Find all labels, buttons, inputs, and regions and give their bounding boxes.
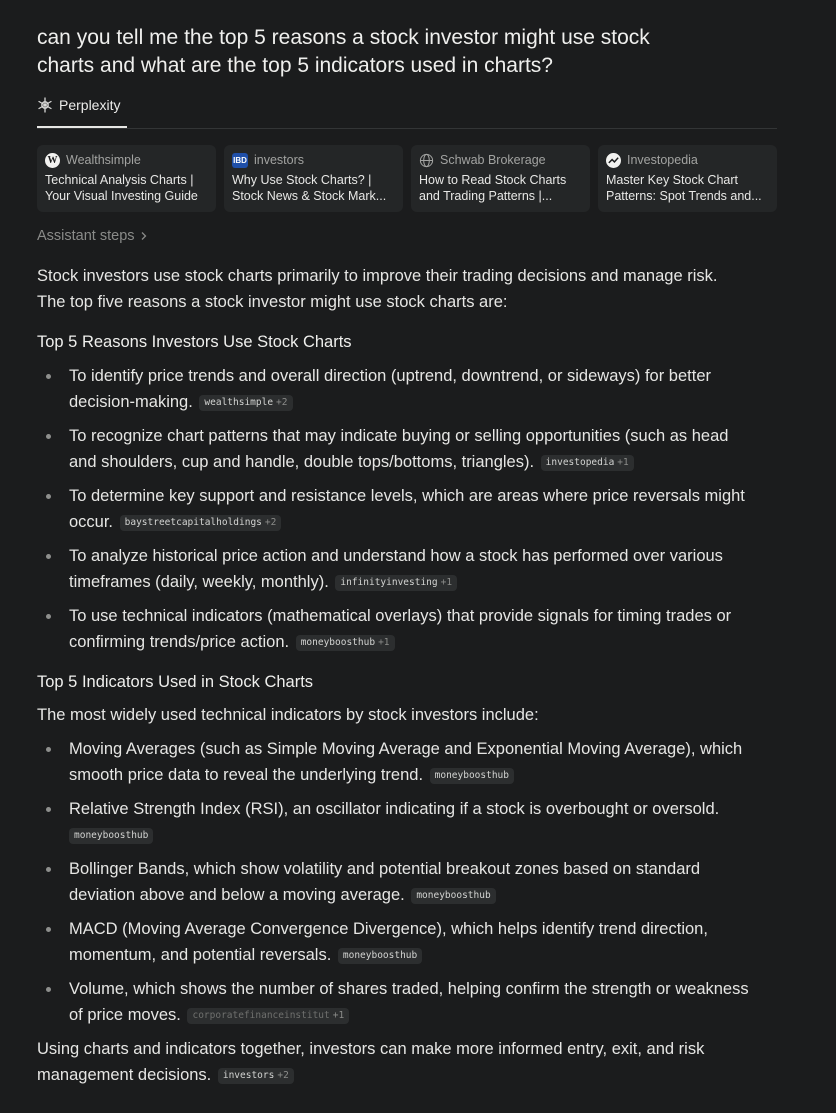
citation-source: investopedia <box>545 457 615 468</box>
source-card-investors[interactable] <box>224 145 403 212</box>
question-line-1: can you tell me the top 5 reasons a stock investor might use stock <box>37 26 650 49</box>
wealthsimple-logo-icon: W <box>45 153 60 168</box>
list-item <box>37 543 782 595</box>
intro-line-2: The top five reasons a stock investor might use stock charts are: <box>37 293 508 311</box>
item-text-line-1: To use technical indicators (mathematical overlays) that provide signals for timing trades or <box>69 607 732 625</box>
citation-source: baystreetcapitalholdings <box>124 517 262 528</box>
active-tab-indicator <box>37 126 127 128</box>
item-text-line-1: To analyze historical price action and understand how a stock has performed over various <box>69 547 723 565</box>
item-text-line-1: Bollinger Bands, which show volatility and potential breakout zones based on standard <box>69 860 701 878</box>
list-item <box>37 363 782 415</box>
reasons-heading: Top 5 Reasons Investors Use Stock Charts <box>37 333 352 351</box>
user-question <box>37 24 757 80</box>
item-text-line-1: Moving Averages (such as Simple Moving Average and Exponential Moving Average), which <box>69 740 743 758</box>
citation-more: +1 <box>332 1010 345 1021</box>
item-text-line-2: momentum, and potential reversals. <box>69 946 332 964</box>
citation-more: +2 <box>264 517 277 528</box>
source-title-line-1: Technical Analysis Charts | <box>45 173 194 187</box>
source-site: investors <box>254 153 305 167</box>
citation-chip[interactable] <box>335 575 457 591</box>
perplexity-logo-icon <box>37 97 53 113</box>
item-text-line-2: decision-making. <box>69 393 193 411</box>
list-item <box>37 483 782 535</box>
source-site: Investopedia <box>627 153 698 167</box>
citation-source: moneyboosthub <box>300 637 376 648</box>
source-card-wealthsimple[interactable] <box>37 145 216 212</box>
citation-chip[interactable] <box>338 948 422 964</box>
list-item <box>37 796 782 848</box>
ibd-logo-icon: IBD <box>232 153 248 168</box>
conclusion-line-2: management decisions. <box>37 1066 212 1084</box>
intro-paragraph <box>37 263 782 315</box>
source-title-line-1: Why Use Stock Charts? | <box>232 173 372 187</box>
citation-chip[interactable] <box>187 1008 349 1024</box>
citation-more: +1 <box>378 637 390 648</box>
sources-row <box>37 145 777 212</box>
citation-source: moneyboosthub <box>416 890 491 901</box>
indicators-list <box>37 736 782 1028</box>
item-text-line-2: timeframes (daily, weekly, monthly). <box>69 573 329 591</box>
conclusion-paragraph <box>37 1036 782 1088</box>
list-item <box>37 603 782 655</box>
list-item <box>37 916 782 968</box>
citation-source: infinityinvesting <box>340 577 438 588</box>
answer-tabs <box>37 92 777 129</box>
citation-more: +2 <box>276 397 288 408</box>
item-text-line-2: confirming trends/price action. <box>69 633 290 651</box>
item-text-line-1: To determine key support and resistance levels, which are areas where price reversals might <box>69 487 745 505</box>
source-title <box>45 172 208 204</box>
globe-icon <box>419 153 434 168</box>
citation-source: wealthsimple <box>204 397 274 408</box>
list-item <box>37 736 782 788</box>
assistant-steps-toggle[interactable] <box>37 228 148 244</box>
conclusion-line-1: Using charts and indicators together, investors can make more informed entry, exit, and risk <box>37 1040 705 1058</box>
citation-source: corporatefinanceinstitut <box>192 1010 330 1021</box>
citation-chip[interactable] <box>120 515 282 531</box>
tab-perplexity[interactable] <box>37 92 120 126</box>
source-card-investopedia[interactable] <box>598 145 777 212</box>
source-site: Wealthsimple <box>66 153 141 167</box>
investopedia-logo-icon <box>606 153 621 168</box>
list-item <box>37 976 782 1028</box>
item-text-line-1: Relative Strength Index (RSI), an oscillator indicating if a stock is overbought or oversold. <box>69 800 720 818</box>
list-item <box>37 856 782 908</box>
source-card-schwab[interactable] <box>411 145 590 212</box>
source-title-line-2: Your Visual Investing Guide <box>45 189 198 203</box>
chevron-right-icon <box>139 231 148 241</box>
question-line-2: charts and what are the top 5 indicators used in charts? <box>37 54 553 77</box>
citation-chip[interactable] <box>199 395 292 411</box>
indicators-heading: Top 5 Indicators Used in Stock Charts <box>37 673 314 691</box>
assistant-steps-label: Assistant steps <box>37 228 135 244</box>
citation-more: +2 <box>277 1070 289 1081</box>
item-text-line-2: occur. <box>69 513 114 531</box>
source-title <box>232 172 395 204</box>
item-text-line-2: of price moves. <box>69 1006 181 1024</box>
source-site: Schwab Brokerage <box>440 153 546 167</box>
citation-source: moneyboosthub <box>434 770 509 781</box>
citation-chip[interactable] <box>430 768 514 784</box>
tab-perplexity-label: Perplexity <box>59 97 121 113</box>
citation-more: +1 <box>617 457 629 468</box>
item-text-line-2: deviation above and below a moving average. <box>69 886 405 904</box>
intro-line-1: Stock investors use stock charts primarily to improve their trading decisions and manage risk. <box>37 267 718 285</box>
source-title-line-2: Patterns: Spot Trends and... <box>606 189 762 203</box>
citation-more: +1 <box>440 577 453 588</box>
citation-chip[interactable] <box>541 455 634 471</box>
citation-chip[interactable] <box>218 1068 294 1084</box>
citation-chip[interactable] <box>411 888 495 904</box>
indicators-intro: The most widely used technical indicators by stock investors include: <box>37 706 539 724</box>
source-title-line-2: and Trading Patterns |... <box>419 189 553 203</box>
item-text-line-1: To recognize chart patterns that may indicate buying or selling opportunities (such as head <box>69 427 729 445</box>
answer-body <box>37 263 782 1088</box>
citation-chip[interactable] <box>69 828 153 844</box>
citation-source: moneyboosthub <box>74 830 149 841</box>
source-title-line-2: Stock News & Stock Mark... <box>232 189 387 203</box>
item-text-line-1: MACD (Moving Average Convergence Divergence), which helps identify trend direction, <box>69 920 708 938</box>
source-title <box>419 172 582 204</box>
citation-chip[interactable] <box>296 635 395 651</box>
reasons-list <box>37 363 782 655</box>
source-title <box>606 172 769 204</box>
item-text-line-2: smooth price data to reveal the underlying trend. <box>69 766 424 784</box>
citation-source: investors <box>222 1070 275 1081</box>
list-item <box>37 423 782 475</box>
item-text-line-1: Volume, which shows the number of shares traded, helping confirm the strength or weakness <box>69 980 749 998</box>
item-text-line-2: and shoulders, cup and handle, double tops/bottoms, triangles). <box>69 453 535 471</box>
citation-source: moneyboosthub <box>342 950 418 961</box>
source-title-line-1: How to Read Stock Charts <box>419 173 567 187</box>
item-text-line-1: To identify price trends and overall direction (uptrend, downtrend, or sideways) for better <box>69 367 711 385</box>
source-title-line-1: Master Key Stock Chart <box>606 173 738 187</box>
